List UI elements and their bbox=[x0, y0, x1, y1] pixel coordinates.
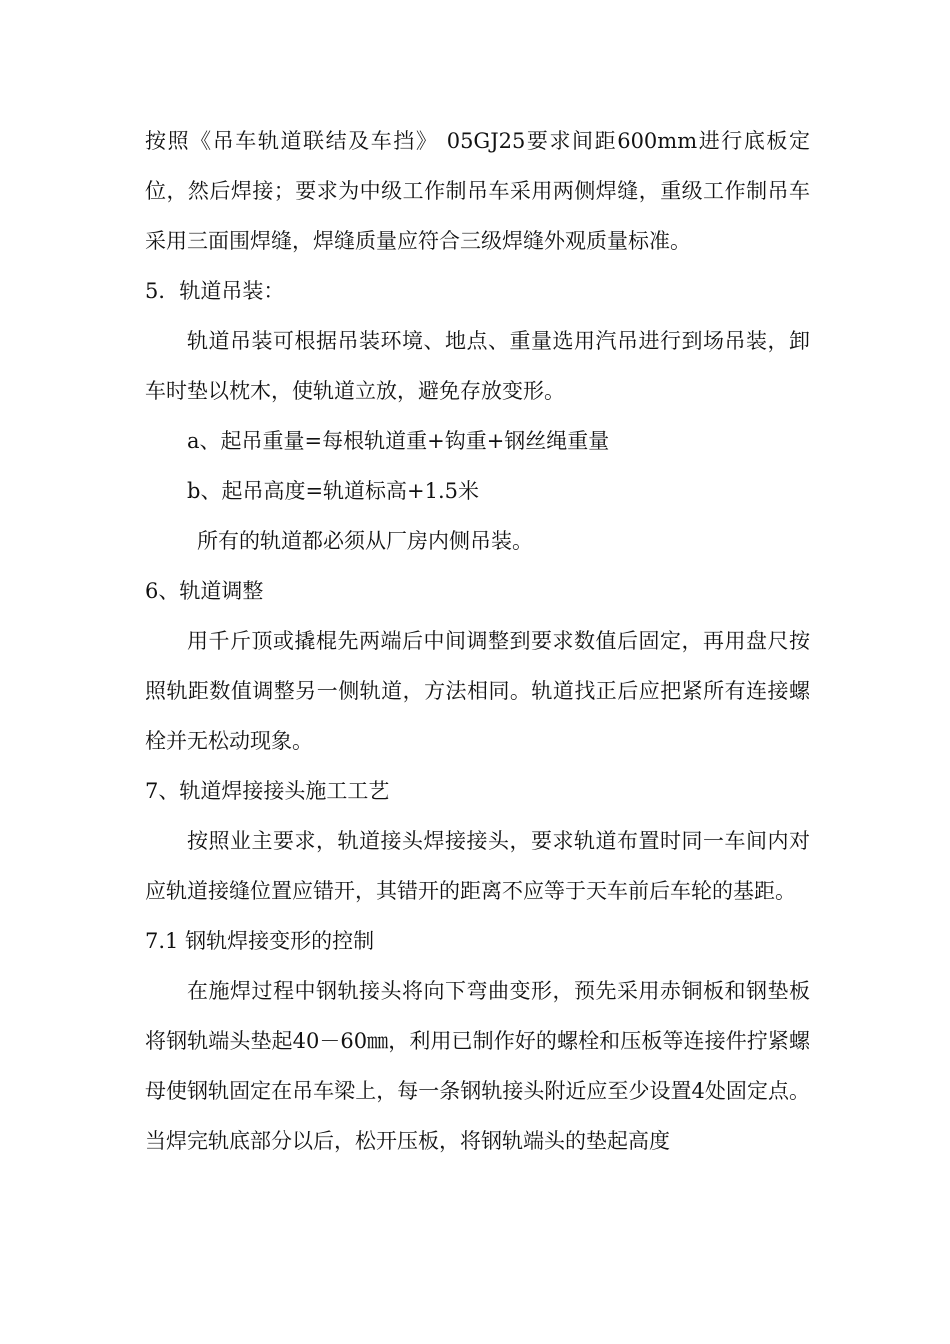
list-item-lifting-height: b、起吊高度=轨道标高+1.5米 bbox=[187, 479, 480, 503]
section-heading-7: 7、轨道焊接接头施工工艺 bbox=[145, 779, 390, 803]
paragraph-joint-process: 按照业主要求，轨道接头焊接接头，要求轨道布置时同一车间内对应轨道接缝位置应错开，其错开的距离不应等于天车前后车轮的基距。 bbox=[145, 829, 810, 903]
paragraph-deformation-control: 在施焊过程中钢轨接头将向下弯曲变形，预先采用赤铜板和钢垫板将钢轨端头垫起40－60㎜，利用已制作好的螺栓和压板等连接件拧紧螺母使钢轨固定在吊车梁上，每一条钢轨接头附近应至少设置4处固定点。当焊完轨底部分以后，松开压板，将钢轨端头的垫起高度 bbox=[145, 979, 810, 1153]
paragraph-rail-hoisting: 轨道吊装可根据吊装环境、地点、重量选用汽吊进行到场吊装，卸车时垫以枕木，使轨道立放，避免存放变形。 bbox=[145, 329, 810, 403]
section-heading-6: 6、轨道调整 bbox=[145, 579, 264, 603]
section-heading-7-1: 7.1 钢轨焊接变形的控制 bbox=[145, 929, 375, 953]
paragraph-rail-adjustment: 用千斤顶或撬棍先两端后中间调整到要求数值后固定，再用盘尺按照轨距数值调整另一侧轨道，方法相同。轨道找正后应把紧所有连接螺栓并无松动现象。 bbox=[145, 629, 810, 753]
paragraph-continuation: 按照《吊车轨道联结及车挡》 05GJ25要求间距600mm进行底板定位，然后焊接；要求为中级工作制吊车采用两侧焊缝，重级工作制吊车采用三面围焊缝，焊缝质量应符合三级焊缝外观质量标准。 bbox=[145, 129, 810, 253]
document-body bbox=[145, 116, 810, 1166]
list-item-lifting-weight: a、起吊重量=每根轨道重+钩重+钢丝绳重量 bbox=[187, 429, 610, 453]
note-hoisting-side: 所有的轨道都必须从厂房内侧吊装。 bbox=[197, 529, 533, 553]
section-heading-5: 5．轨道吊装： bbox=[145, 279, 285, 303]
